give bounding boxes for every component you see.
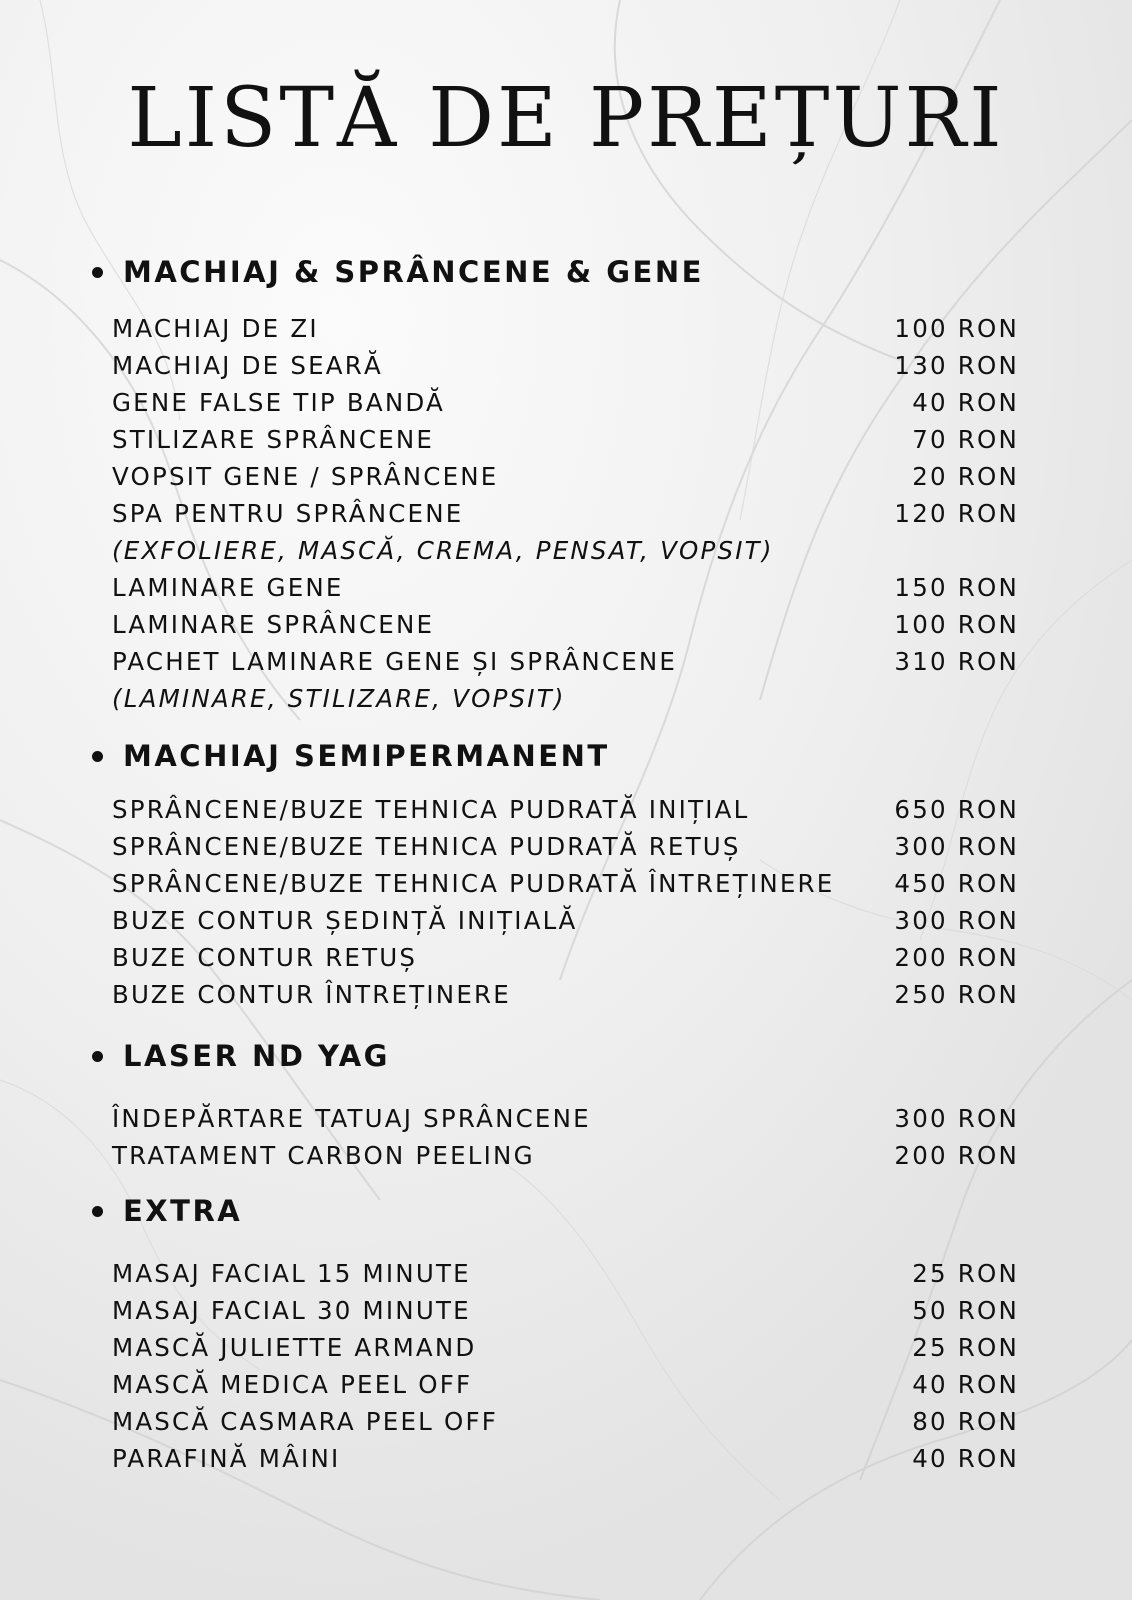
- item-price: 40 RON: [912, 1370, 1019, 1399]
- item-price: 250 RON: [894, 980, 1019, 1009]
- price-row: [0, 643, 1132, 680]
- item-name: SPA PENTRU SPRÂNCENE: [112, 499, 464, 528]
- item-note: (LAMINARE, STILIZARE, VOPSIT): [112, 684, 566, 713]
- price-row: [0, 1292, 1132, 1329]
- item-name: MASAJ FACIAL 30 MINUTE: [112, 1296, 471, 1325]
- price-rows: [0, 1255, 1132, 1477]
- item-name: BUZE CONTUR ȘEDINȚĂ INIȚIALĂ: [112, 906, 578, 935]
- price-rows: [0, 310, 1132, 717]
- item-price: 150 RON: [894, 573, 1019, 602]
- bullet-icon: [92, 751, 103, 762]
- price-row: [0, 791, 1132, 828]
- item-name: MASCĂ CASMARA PEEL OFF: [112, 1407, 499, 1436]
- item-name: LAMINARE SPRÂNCENE: [112, 610, 435, 639]
- item-name: MACHIAJ DE SEARĂ: [112, 351, 383, 380]
- item-price: 130 RON: [894, 351, 1019, 380]
- item-name: MASAJ FACIAL 15 MINUTE: [112, 1259, 471, 1288]
- item-price: 50 RON: [912, 1296, 1019, 1325]
- price-row: [0, 1255, 1132, 1292]
- item-price: 70 RON: [912, 425, 1019, 454]
- item-price: 25 RON: [912, 1259, 1019, 1288]
- item-name: PACHET LAMINARE GENE ȘI SPRÂNCENE: [112, 647, 678, 676]
- price-rows: [0, 791, 1132, 1013]
- item-price: 80 RON: [912, 1407, 1019, 1436]
- price-row: [0, 532, 1132, 569]
- section-header: [92, 736, 610, 776]
- item-name: MACHIAJ DE ZI: [112, 314, 319, 343]
- item-price: 40 RON: [912, 1444, 1019, 1473]
- section-title: MACHIAJ & SPRÂNCENE & GENE: [123, 255, 704, 289]
- item-name: BUZE CONTUR ÎNTREȚINERE: [112, 980, 511, 1009]
- item-price: 300 RON: [894, 906, 1019, 935]
- item-name: MASCĂ JULIETTE ARMAND: [112, 1333, 477, 1362]
- section-title: LASER ND YAG: [123, 1039, 390, 1073]
- price-row: [0, 458, 1132, 495]
- price-rows: [0, 1100, 1132, 1174]
- bullet-icon: [92, 1051, 103, 1062]
- item-price: 40 RON: [912, 388, 1019, 417]
- item-price: 100 RON: [894, 314, 1019, 343]
- item-price: 450 RON: [894, 869, 1019, 898]
- page-title: LISTĂ DE PREȚURI: [127, 71, 1005, 166]
- item-price: 300 RON: [894, 1104, 1019, 1133]
- bullet-icon: [92, 1206, 103, 1217]
- section-header: [92, 1036, 390, 1076]
- price-row: [0, 939, 1132, 976]
- price-row: [0, 828, 1132, 865]
- price-row: [0, 569, 1132, 606]
- price-row: [0, 347, 1132, 384]
- price-row: [0, 1329, 1132, 1366]
- item-price: 650 RON: [894, 795, 1019, 824]
- price-row: [0, 1403, 1132, 1440]
- price-row: [0, 902, 1132, 939]
- item-name: ÎNDEPĂRTARE TATUAJ SPRÂNCENE: [112, 1104, 591, 1133]
- bullet-icon: [92, 267, 103, 278]
- item-name: STILIZARE SPRÂNCENE: [112, 425, 435, 454]
- section-header: [92, 1191, 242, 1231]
- item-name: SPRÂNCENE/BUZE TEHNICA PUDRATĂ INIȚIAL: [112, 795, 750, 824]
- item-price: 120 RON: [894, 499, 1019, 528]
- item-note: (EXFOLIERE, MASCĂ, CREMA, PENSAT, VOPSIT): [112, 536, 774, 565]
- item-price: 310 RON: [894, 647, 1019, 676]
- section-header: [92, 252, 704, 292]
- item-name: VOPSIT GENE / SPRÂNCENE: [112, 462, 499, 491]
- section-title: MACHIAJ SEMIPERMANENT: [123, 739, 610, 773]
- price-row: [0, 310, 1132, 347]
- item-price: 25 RON: [912, 1333, 1019, 1362]
- item-name: TRATAMENT CARBON PEELING: [112, 1141, 535, 1170]
- item-name: BUZE CONTUR RETUȘ: [112, 943, 418, 972]
- price-row: [0, 1440, 1132, 1477]
- price-row: [0, 606, 1132, 643]
- item-price: 20 RON: [912, 462, 1019, 491]
- item-name: GENE FALSE TIP BANDĂ: [112, 388, 445, 417]
- price-row: [0, 865, 1132, 902]
- item-name: SPRÂNCENE/BUZE TEHNICA PUDRATĂ ÎNTREȚINERE: [112, 869, 835, 898]
- price-row: [0, 1137, 1132, 1174]
- price-row: [0, 384, 1132, 421]
- item-price: 100 RON: [894, 610, 1019, 639]
- price-row: [0, 421, 1132, 458]
- price-row: [0, 1366, 1132, 1403]
- price-row: [0, 495, 1132, 532]
- item-price: 200 RON: [894, 943, 1019, 972]
- item-name: LAMINARE GENE: [112, 573, 344, 602]
- item-name: SPRÂNCENE/BUZE TEHNICA PUDRATĂ RETUȘ: [112, 832, 741, 861]
- item-name: PARAFINĂ MÂINI: [112, 1444, 341, 1473]
- item-price: 300 RON: [894, 832, 1019, 861]
- price-row: [0, 680, 1132, 717]
- price-row: [0, 1100, 1132, 1137]
- price-row: [0, 976, 1132, 1013]
- section-title: EXTRA: [123, 1194, 243, 1228]
- item-price: 200 RON: [894, 1141, 1019, 1170]
- item-name: MASCĂ MEDICA PEEL OFF: [112, 1370, 473, 1399]
